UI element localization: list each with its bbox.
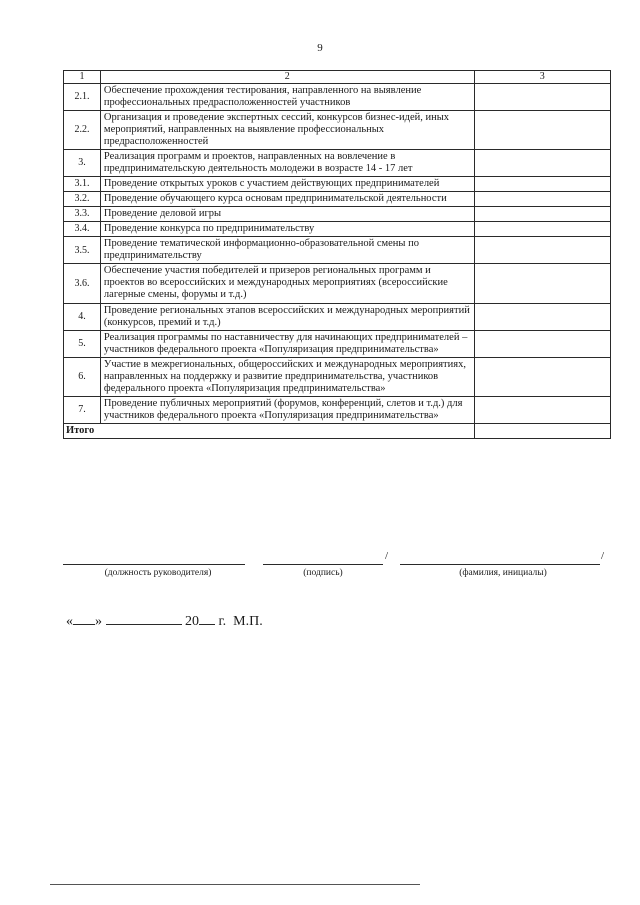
page-number: 9 xyxy=(317,42,323,54)
row-description: Проведение тематической информационно-образовательной смены по предпринимательству xyxy=(100,237,474,264)
row-description: Проведение деловой игры xyxy=(100,207,474,222)
table-row xyxy=(64,192,611,207)
day-blank xyxy=(73,612,95,625)
row-value-cell[interactable] xyxy=(474,110,610,149)
stamp-label: М.П. xyxy=(233,614,263,629)
row-description: Проведение публичных мероприятий (форумов, конференций, слетов и т.д.) для участников федерального проекта «Популяризация предпринимательства» xyxy=(100,396,474,423)
row-value-cell[interactable] xyxy=(474,83,610,110)
row-value-cell[interactable] xyxy=(474,222,610,237)
row-value-cell[interactable] xyxy=(474,149,610,176)
row-description: Проведение открытых уроков с участием действующих предпринимателей xyxy=(100,176,474,191)
row-description: Проведение конкурса по предпринимательству xyxy=(100,222,474,237)
row-description: Участие в межрегиональных, общероссийских и международных мероприятиях, направленных на поддержку и развитие предпринимательства, участников федерального проекта «Популяризация предпринимательства» xyxy=(100,357,474,396)
year-blank xyxy=(199,612,215,625)
total-label: Итого xyxy=(64,424,475,439)
signature-line xyxy=(263,564,383,565)
table-row xyxy=(64,207,611,222)
row-description: Проведение обучающего курса основам предпринимательской деятельности xyxy=(100,192,474,207)
row-number: 3.5. xyxy=(64,237,101,264)
table-row xyxy=(64,237,611,264)
row-number: 2.1. xyxy=(64,83,101,110)
row-description: Обеспечение участия победителей и призеров региональных программ и проектов во всероссийских и международных мероприятиях (всероссийские лагерные смены, форумы и т.д.) xyxy=(100,264,474,303)
row-description: Реализация программ и проектов, направленных на вовлечение в предпринимательскую деятельность молодежи в возрасте 14 - 17 лет xyxy=(100,149,474,176)
table-row xyxy=(64,222,611,237)
row-description: Обеспечение прохождения тестирования, направленного на выявление профессиональных предрасположенностей участников xyxy=(100,83,474,110)
table-header-row xyxy=(64,71,611,84)
table-row xyxy=(64,330,611,357)
table-row xyxy=(64,149,611,176)
total-row xyxy=(64,424,611,439)
row-value-cell[interactable] xyxy=(474,207,610,222)
table-row xyxy=(64,396,611,423)
close-quote: » xyxy=(95,614,102,629)
signature-block xyxy=(63,550,611,590)
report-table xyxy=(63,70,611,439)
row-number: 3.2. xyxy=(64,192,101,207)
row-number: 3.1. xyxy=(64,176,101,191)
row-number: 4. xyxy=(64,303,101,330)
table-row xyxy=(64,83,611,110)
table-row xyxy=(64,357,611,396)
row-value-cell[interactable] xyxy=(474,396,610,423)
name-caption: (фамилия, инициалы) xyxy=(459,568,547,578)
footer-rule xyxy=(50,884,420,885)
row-value-cell[interactable] xyxy=(474,330,610,357)
header-col-2: 2 xyxy=(100,71,474,84)
row-number: 7. xyxy=(64,396,101,423)
row-number: 3.6. xyxy=(64,264,101,303)
row-number: 3.3. xyxy=(64,207,101,222)
row-value-cell[interactable] xyxy=(474,192,610,207)
row-number: 2.2. xyxy=(64,110,101,149)
row-number: 6. xyxy=(64,357,101,396)
row-value-cell[interactable] xyxy=(474,303,610,330)
open-quote: « xyxy=(66,614,73,629)
header-col-1: 1 xyxy=(64,71,101,84)
row-value-cell[interactable] xyxy=(474,176,610,191)
table-row xyxy=(64,264,611,303)
month-blank xyxy=(106,612,182,625)
date-line xyxy=(66,612,263,630)
signature-caption: (подпись) xyxy=(303,568,343,578)
table-row xyxy=(64,303,611,330)
position-caption: (должность руководителя) xyxy=(104,568,212,578)
row-value-cell[interactable] xyxy=(474,264,610,303)
table-row xyxy=(64,176,611,191)
row-description: Организация и проведение экспертных сессий, конкурсов бизнес-идей, иных мероприятий, направленных на выявление профессиональных предрасположенностей xyxy=(100,110,474,149)
total-value-cell[interactable] xyxy=(474,424,610,439)
row-value-cell[interactable] xyxy=(474,357,610,396)
position-line xyxy=(63,564,245,565)
name-line xyxy=(400,564,600,565)
row-number: 3. xyxy=(64,149,101,176)
header-col-3: 3 xyxy=(474,71,610,84)
year-prefix: 20 xyxy=(185,614,199,629)
year-suffix: г. xyxy=(218,614,227,629)
row-description: Проведение региональных этапов всероссийских и международных мероприятий (конкурсов, премий и т.д.) xyxy=(100,303,474,330)
signature-slash: / xyxy=(385,550,389,562)
row-number: 3.4. xyxy=(64,222,101,237)
name-slash: / xyxy=(601,550,605,562)
row-value-cell[interactable] xyxy=(474,237,610,264)
table-row xyxy=(64,110,611,149)
row-number: 5. xyxy=(64,330,101,357)
row-description: Реализация программы по наставничеству для начинающих предпринимателей – участников федерального проекта «Популяризация предпринимательства» xyxy=(100,330,474,357)
